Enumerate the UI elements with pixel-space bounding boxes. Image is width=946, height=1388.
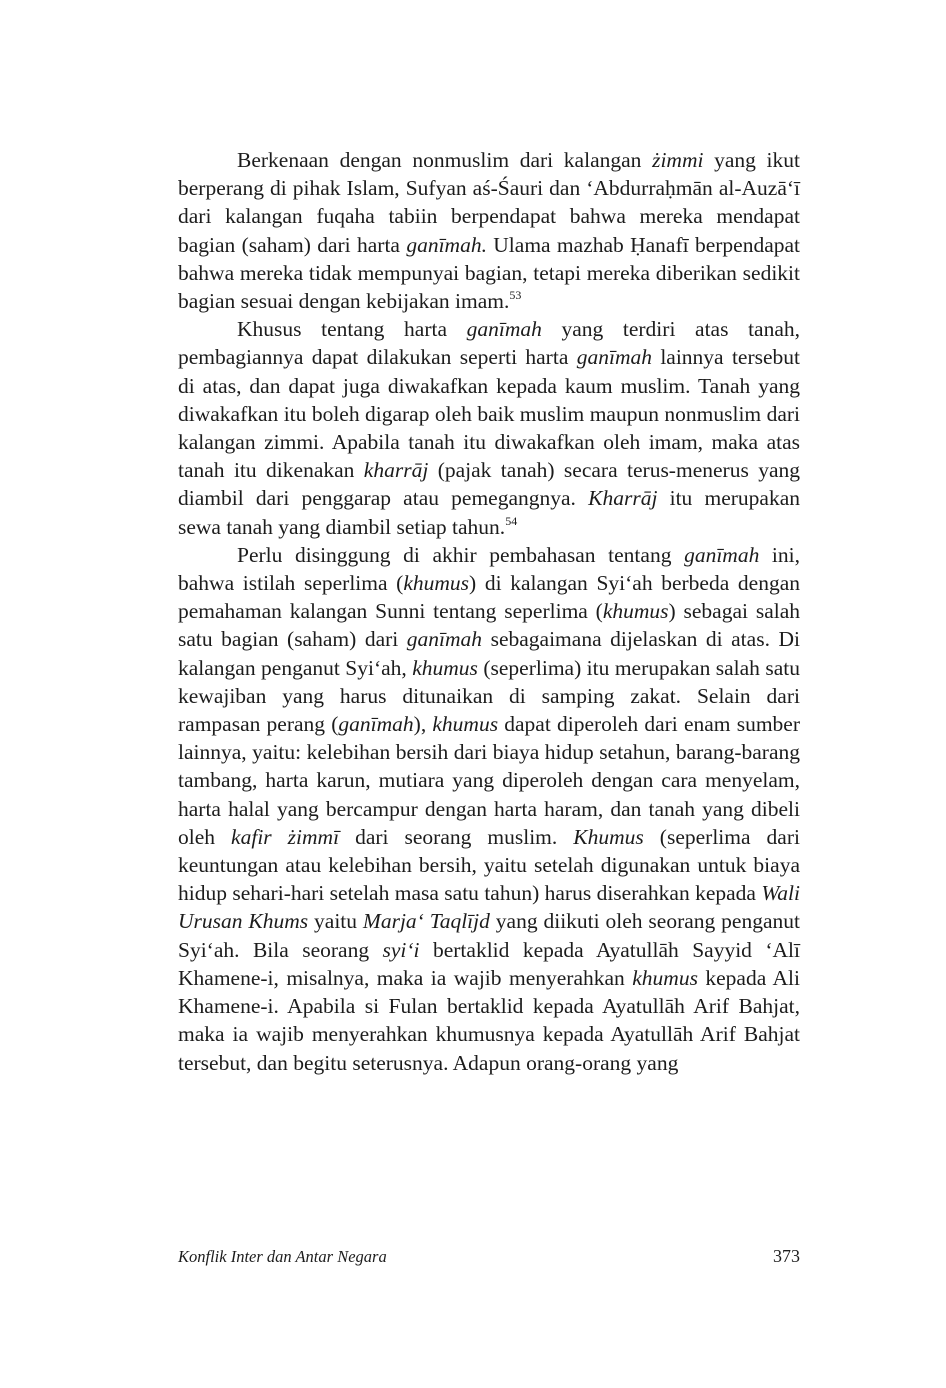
italic-term: ganīmah	[338, 712, 414, 737]
italic-term: ganīmah	[466, 317, 542, 342]
page-footer	[178, 1246, 800, 1267]
text-run: kepada Ali Khamene-i. Apabila si Fulan bertaklid kepada Ayatullāh Arif Bahjat, maka ia wajib menyerahkan khumusnya kepada Ayatullāh Arif Bahjat tersebut, dan begitu seterusnya. Adapun orang-orang yang	[178, 965, 801, 1075]
italic-term: ganīmah.	[406, 232, 487, 257]
text-run: (seperlima) itu merupakan salah satu kewajiban yang harus ditunaikan di samping zakat. Selain dari rampasan perang (	[178, 655, 801, 737]
italic-term: khumus	[403, 571, 470, 596]
paragraph	[178, 541, 800, 1077]
italic-term: khumus	[632, 965, 698, 990]
text-run: dari seorang muslim.	[339, 824, 574, 849]
italic-term: Khumus	[573, 824, 644, 849]
text-run: ),	[413, 712, 433, 737]
text-run: (pajak tanah) secara terus-menerus yang diambil dari penggarap atau pemegangnya.	[178, 458, 800, 511]
italic-term: syi‘i	[382, 937, 420, 962]
italic-term: kafir żimmī	[231, 824, 340, 849]
text-run: Berkenaan dengan nonmuslim dari kalangan	[237, 148, 653, 172]
paragraph	[178, 146, 800, 315]
italic-term: khumus	[412, 655, 478, 680]
text-run: dapat diperoleh dari enam sumber lainnya, yaitu: kelebihan bersih dari biaya hidup setahun, barang-barang tambang, harta karun, mutiara yang diperoleh dengan cara menyelam, harta halal yang bercampur dengan harta haram, dan tanah yang dibeli oleh	[178, 712, 800, 849]
page-number: 373	[773, 1246, 800, 1266]
text-run: Perlu disinggung di akhir pembahasan tentang	[237, 542, 685, 567]
text-run: lainnya tersebut di atas, dan dapat juga diwakafkan kepada kaum muslim. Tanah yang diwakafkan itu boleh digarap oleh baik muslim maupun nonmuslim dari kalangan zimmi. Apabila tanah itu diwakafkan oleh imam, maka atas tanah itu dikenakan	[178, 345, 800, 483]
text-run: yang terdiri atas tanah, pembagiannya dapat dilakukan seperti harta	[178, 317, 800, 370]
italic-term: Kharrāj	[588, 486, 658, 511]
text-run: itu merupakan sewa tanah yang diambil setiap tahun.	[178, 486, 800, 539]
italic-term: khumus	[432, 712, 499, 737]
text-run: yaitu	[308, 909, 363, 934]
text-run: ) di kalangan Syi‘ah berbeda dengan pemahaman kalangan Sunni tentang seperlima (	[178, 571, 800, 624]
footnote-ref: 53	[509, 288, 522, 303]
text-run: yang ikut berperang di pihak Islam, Sufyan aś-Śauri dan ‘Abdurraḥmān al-Auzā‘ī dari kalangan fuqaha tabiin berpendapat bahwa mereka mendapat bagian (saham) dari harta	[178, 148, 801, 257]
paragraph	[178, 315, 800, 541]
text-run: bertaklid kepada Ayatullāh Sayyid ‘Alī Khamene-i, misalnya, maka ia wajib menyerahkan	[178, 937, 800, 990]
text-run: sebagaimana dijelaskan di atas. Di kalangan penganut Syi‘ah,	[178, 627, 800, 680]
italic-term: ganīmah	[576, 345, 652, 370]
italic-term: żimmi	[652, 148, 704, 172]
text-run: ) sebagai salah satu bagian (saham) dari	[178, 599, 801, 652]
text-run: Khusus tentang harta	[237, 317, 467, 342]
italic-term: kharrāj	[363, 458, 429, 483]
italic-term: Marja‘ Taqlījd	[362, 909, 490, 934]
running-title: Konflik Inter dan Antar Negara	[178, 1247, 387, 1266]
text-run: Ulama mazhab Ḥanafī berpendapat bahwa mereka tidak mempunyai bagian, tetapi mereka diberikan sedikit bagian sesuai dengan kebijakan imam.	[178, 232, 800, 314]
footnote-ref: 54	[505, 513, 518, 528]
italic-term: ganīmah	[406, 627, 483, 652]
italic-term: khumus	[602, 599, 669, 624]
italic-term: Wali Urusan Khums	[178, 881, 800, 934]
text-run: ini, bahwa istilah seperlima (	[178, 542, 800, 596]
text-run: (seperlima dari keuntungan atau kelebihan bersih, yaitu setelah digunakan untuk biaya hidup sehari-hari setelah masa satu tahun) harus diserahkan kepada	[178, 824, 800, 906]
text-run: yang diikuti oleh seorang penganut Syi‘ah. Bila seorang	[178, 909, 800, 962]
italic-term: ganīmah	[684, 542, 760, 567]
body-text	[178, 146, 800, 1077]
